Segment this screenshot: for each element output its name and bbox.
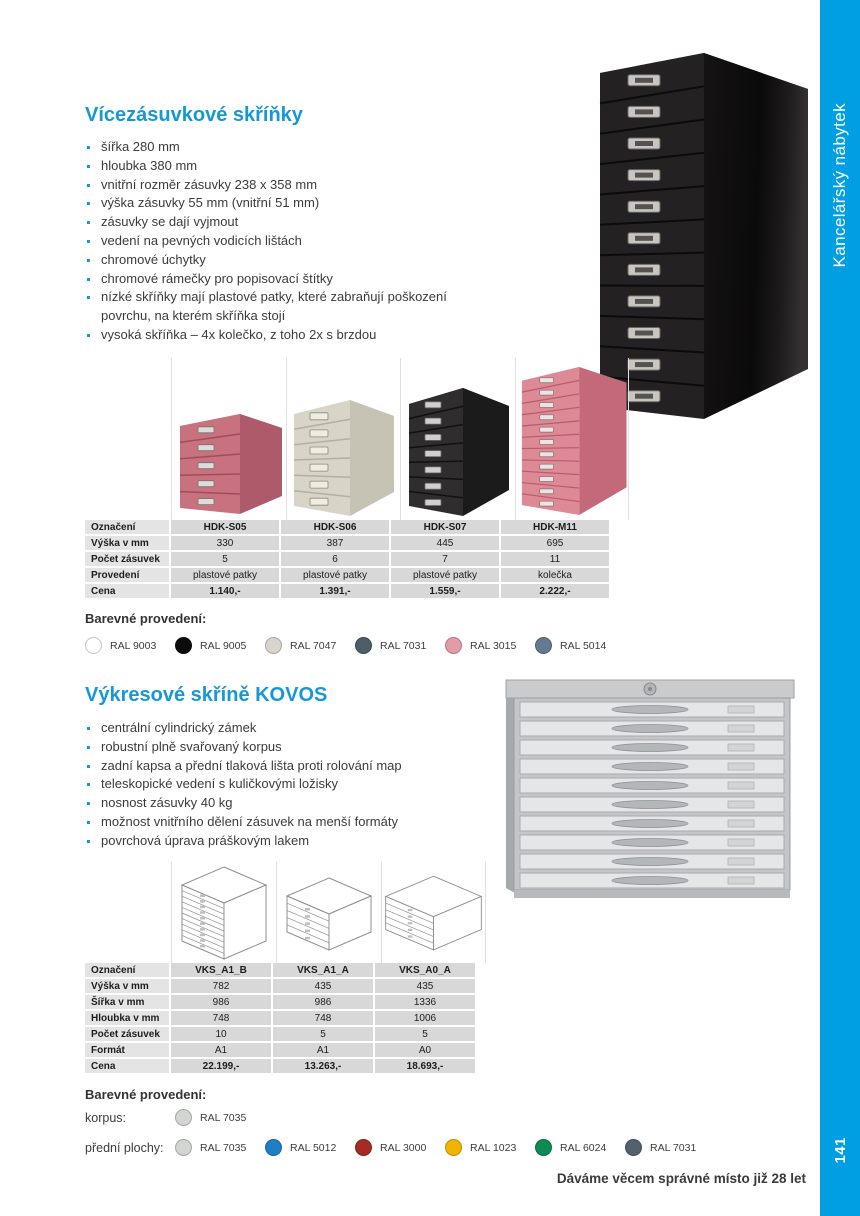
bullet-item: povrchová úprava práškovým lakem	[85, 832, 497, 851]
swatch-label: RAL 9003	[110, 639, 157, 652]
cabinet-photo-hdk-s05	[171, 358, 286, 520]
table-row	[85, 1027, 475, 1041]
cell: 986	[171, 995, 271, 1009]
bullet-item: chromové rámečky pro popisovací štítky	[85, 270, 497, 289]
swatch-label: RAL 5012	[290, 1141, 337, 1154]
section2-title: Výkresové skříně KOVOS	[85, 684, 328, 706]
row-label: Provedení	[85, 568, 169, 582]
swatch-dot	[265, 1139, 282, 1156]
drawing-vks-a1-b	[171, 862, 276, 963]
color-swatch	[535, 637, 625, 654]
cell: 782	[171, 979, 271, 993]
cell: HDK-S05	[171, 520, 279, 534]
color-swatch	[265, 1139, 355, 1156]
swatch-label: RAL 7035	[200, 1111, 247, 1124]
color-swatch	[175, 1139, 265, 1156]
swatch-dot	[445, 1139, 462, 1156]
drawing-vks-a0-a	[381, 862, 486, 963]
swatch-label: RAL 1023	[470, 1141, 517, 1154]
swatch-row-korpus	[85, 1109, 265, 1126]
row-label: Formát	[85, 1043, 169, 1057]
cell: A0	[375, 1043, 475, 1057]
bullet-item: vedení na pevných vodicích lištách	[85, 232, 497, 251]
bullet-item: teleskopické vedení s kuličkovými ložisky	[85, 775, 497, 794]
cell: 1.391,-	[281, 584, 389, 598]
bullet-item: nosnost zásuvky 40 kg	[85, 794, 497, 813]
cell: 1006	[375, 1011, 475, 1025]
cabinet-photo-kovos	[500, 670, 808, 913]
row-label: Počet zásuvek	[85, 1027, 169, 1041]
color-swatch	[85, 637, 175, 654]
category-label	[820, 80, 860, 290]
row-label: Šířka v mm	[85, 995, 169, 1009]
table-row	[85, 979, 475, 993]
cell: 748	[171, 1011, 271, 1025]
cell: 1336	[375, 995, 475, 1009]
cell: 22.199,-	[171, 1059, 271, 1073]
swatch-dot	[535, 1139, 552, 1156]
swatch-label: RAL 3015	[470, 639, 517, 652]
bullet-item: možnost vnitřního dělení zásuvek na menší formáty	[85, 813, 497, 832]
footer-tagline: Dáváme věcem správné místo již 28 let	[556, 1171, 806, 1186]
page-number-text: 141	[831, 1136, 849, 1164]
table-row	[85, 1043, 475, 1057]
cell: plastové patky	[391, 568, 499, 582]
spec-table-hdk	[83, 518, 611, 600]
cell: VKS_A0_A	[375, 963, 475, 977]
swatch-label: RAL 7035	[200, 1141, 247, 1154]
swatch-dot	[445, 637, 462, 654]
bullet-item: chromové úchytky	[85, 251, 497, 270]
cell: 5	[171, 552, 279, 566]
cell: 445	[391, 536, 499, 550]
page-number	[820, 1116, 860, 1184]
row-label: Výška v mm	[85, 536, 169, 550]
row-label: Výška v mm	[85, 979, 169, 993]
swatch-label: RAL 5014	[560, 639, 607, 652]
cell: kolečka	[501, 568, 609, 582]
table-row	[85, 568, 609, 582]
swatch-dot	[85, 637, 102, 654]
color-swatch	[175, 1109, 265, 1126]
swatch-dot	[355, 1139, 372, 1156]
cell: 435	[375, 979, 475, 993]
product-photo-strip	[171, 358, 629, 520]
cell: 5	[375, 1027, 475, 1041]
swatch-dot	[175, 1139, 192, 1156]
cell: 748	[273, 1011, 373, 1025]
swatch-dot	[625, 1139, 642, 1156]
swatch-label: RAL 7031	[650, 1141, 697, 1154]
section1-bullet-list	[85, 138, 497, 345]
cell: plastové patky	[171, 568, 279, 582]
cell: 6	[281, 552, 389, 566]
cell: 986	[273, 995, 373, 1009]
bullet-item: šířka 280 mm	[85, 138, 497, 157]
row-label: Cena	[85, 1059, 169, 1073]
row-label: Cena	[85, 584, 169, 598]
cell: 13.263,-	[273, 1059, 373, 1073]
colors-heading: Barevné provedení:	[85, 611, 207, 626]
swatch-dot	[355, 637, 372, 654]
cabinet-photo-hdk-m11	[515, 358, 630, 520]
swatch-dot	[175, 1109, 192, 1126]
korpus-label: korpus:	[85, 1110, 126, 1125]
swatch-dot	[535, 637, 552, 654]
swatch-row-front	[85, 1139, 715, 1156]
color-swatch	[265, 637, 355, 654]
cell: A1	[273, 1043, 373, 1057]
cell: 330	[171, 536, 279, 550]
bullet-item: zadní kapsa a přední tlaková lišta proti rolování map	[85, 757, 497, 776]
color-swatch	[175, 637, 265, 654]
swatch-row-hdk	[85, 637, 625, 654]
cell: VKS_A1_B	[171, 963, 271, 977]
table-row	[85, 536, 609, 550]
color-swatch	[355, 637, 445, 654]
bullet-item: nízké skříňky mají plastové patky, které zabraňují poškození povrchu, na kterém skříňka stojí	[85, 288, 497, 326]
cabinet-photo-hdk-s07	[400, 358, 515, 520]
color-swatch	[535, 1139, 625, 1156]
cell: 7	[391, 552, 499, 566]
cell: HDK-S06	[281, 520, 389, 534]
cell: 2.222,-	[501, 584, 609, 598]
cell: 11	[501, 552, 609, 566]
cell: 695	[501, 536, 609, 550]
section1-title: Vícezásuvkové skříňky	[85, 104, 303, 126]
table-row	[85, 520, 609, 534]
cell: 387	[281, 536, 389, 550]
row-label: Počet zásuvek	[85, 552, 169, 566]
table-row	[85, 1059, 475, 1073]
swatch-dot	[175, 637, 192, 654]
drawing-vks-a1-a	[276, 862, 381, 963]
color-swatch	[445, 637, 535, 654]
bullet-item: vnitřní rozměr zásuvky 238 x 358 mm	[85, 176, 497, 195]
color-swatch	[625, 1139, 715, 1156]
front-label: přední plochy:	[85, 1140, 164, 1155]
cell: 18.693,-	[375, 1059, 475, 1073]
category-label-text: Kancelářský nábytek	[830, 102, 849, 268]
cell: 5	[273, 1027, 373, 1041]
swatch-label: RAL 6024	[560, 1141, 607, 1154]
cell: plastové patky	[281, 568, 389, 582]
cell: 435	[273, 979, 373, 993]
row-label: Označení	[85, 520, 169, 534]
row-label: Označení	[85, 963, 169, 977]
colors-heading: Barevné provedení:	[85, 1087, 207, 1102]
cell: A1	[171, 1043, 271, 1057]
swatch-label: RAL 7031	[380, 639, 427, 652]
cell: 1.140,-	[171, 584, 279, 598]
swatch-label: RAL 7047	[290, 639, 337, 652]
bullet-item: robustní plně svařovaný korpus	[85, 738, 497, 757]
row-label: Hloubka v mm	[85, 1011, 169, 1025]
bullet-item: centrální cylindrický zámek	[85, 719, 497, 738]
section2-bullet-list	[85, 719, 497, 851]
drawing-strip	[171, 862, 486, 963]
cell: 10	[171, 1027, 271, 1041]
table-row	[85, 1011, 475, 1025]
color-swatch	[445, 1139, 535, 1156]
spec-table-vks	[83, 961, 477, 1075]
color-swatch	[355, 1139, 445, 1156]
bullet-item: zásuvky se dají vyjmout	[85, 213, 497, 232]
cell: 1.559,-	[391, 584, 499, 598]
cabinet-photo-hdk-s06	[286, 358, 401, 520]
table-row	[85, 552, 609, 566]
swatch-dot	[265, 637, 282, 654]
cell: HDK-S07	[391, 520, 499, 534]
table-row	[85, 584, 609, 598]
swatch-label: RAL 9005	[200, 639, 247, 652]
bullet-item: výška zásuvky 55 mm (vnitřní 51 mm)	[85, 194, 497, 213]
cell: HDK-M11	[501, 520, 609, 534]
bullet-item: hloubka 380 mm	[85, 157, 497, 176]
table-row	[85, 963, 475, 977]
cell: VKS_A1_A	[273, 963, 373, 977]
swatch-label: RAL 3000	[380, 1141, 427, 1154]
bullet-item: vysoká skříňka – 4x kolečko, z toho 2x s brzdou	[85, 326, 497, 345]
table-row	[85, 995, 475, 1009]
